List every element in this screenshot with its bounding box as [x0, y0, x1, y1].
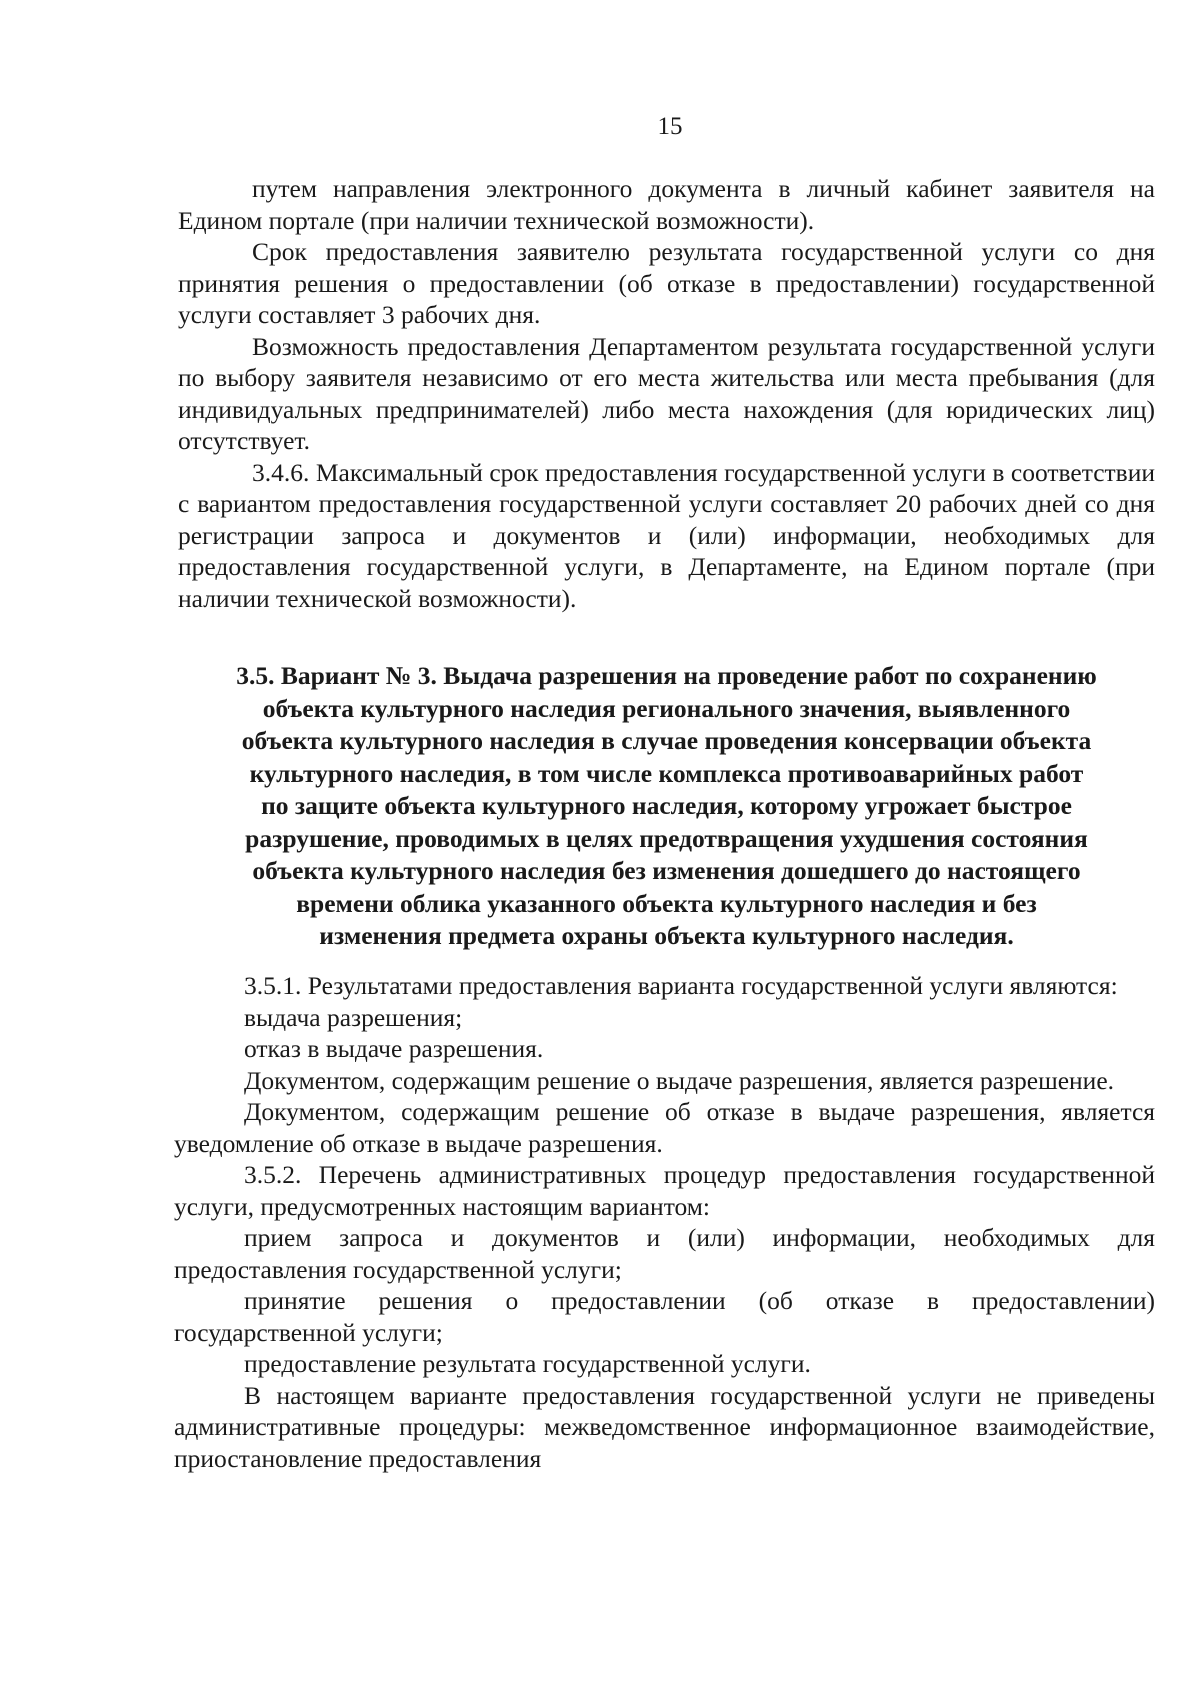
- paragraph: 3.5.2. Перечень административных процедур предоставления государственной услуги, предусмотренных настоящим вариантом:: [174, 1160, 1155, 1221]
- heading-line: времени облика указанного объекта культурного наследия и без: [296, 888, 1037, 918]
- paragraph: 3.4.6. Максимальный срок предоставления государственной услуги в соответствии с вариантом предоставления государственной услуги составляет 20 рабочих дней со дня регистрации запроса и документов и (или) информации, необходимых для предоставления государственной услуги, в Департаменте, на Едином портале (при наличии технической возможности).: [178, 457, 1155, 613]
- heading-line: культурного наследия, в том числе комплекса противоаварийных работ: [249, 758, 1084, 788]
- list-item: выдача разрешения;: [244, 1002, 463, 1032]
- heading-line: по защите объекта культурного наследия, которому угрожает быстрое: [261, 791, 1072, 820]
- bottom-text-block: [174, 970, 1155, 1474]
- heading-line: разрушение, проводимых в целях предотвращения ухудшения состояния: [245, 823, 1088, 853]
- list-item: предоставление результата государственной услуги.: [244, 1349, 811, 1378]
- list-item: прием запроса и документов и (или) информации, необходимых для предоставления государственной услуги;: [174, 1223, 1155, 1284]
- list-item: отказ в выдаче разрешения.: [244, 1034, 544, 1063]
- section-heading: [178, 660, 1155, 953]
- page-number: 15: [657, 113, 683, 140]
- heading-line: 3.5. Вариант № 3. Выдача разрешения на проведение работ по сохранению: [236, 661, 1097, 690]
- heading-line: объекта культурного наследия без изменения дошедшего до настоящего: [252, 856, 1081, 885]
- heading-line: объекта культурного наследия регионального значения, выявленного: [262, 693, 1071, 723]
- paragraph: Документом, содержащим решение о выдаче разрешения, является разрешение.: [244, 1065, 1115, 1095]
- paragraph: Срок предоставления заявителю результата государственной услуги со дня принятия решения о предоставлении (об отказе в предоставлении) государственной услуги составляет 3 рабочих дня.: [178, 237, 1155, 329]
- heading-line: объекта культурного наследия в случае проведения консервации объекта: [241, 726, 1092, 755]
- list-item: принятие решения о предоставлении (об отказе в предоставлении) государственной услуги;: [174, 1286, 1155, 1347]
- paragraph: Документом, содержащим решение об отказе в выдаче разрешения, является уведомление об отказе в выдаче разрешения.: [174, 1097, 1155, 1158]
- top-text-block: [178, 173, 1155, 614]
- paragraph: В настоящем варианте предоставления государственной услуги не приведены административные процедуры: межведомственное информационное взаимодействие, приостановление предоставления: [174, 1380, 1155, 1473]
- paragraph: путем направления электронного документа в личный кабинет заявителя на Едином портале (при наличии технической возможности).: [178, 174, 1155, 235]
- paragraph: Возможность предоставления Департаментом результата государственной услуги по выбору заявителя независимо от его места жительства или места пребывания (для индивидуальных предпринимателей) либо места нахождения (для юридических лиц) отсутствует.: [178, 331, 1155, 455]
- paragraph: 3.5.1. Результатами предоставления варианта государственной услуги являются:: [244, 971, 1118, 1000]
- heading-line: изменения предмета охраны объекта культурного наследия.: [319, 921, 1014, 950]
